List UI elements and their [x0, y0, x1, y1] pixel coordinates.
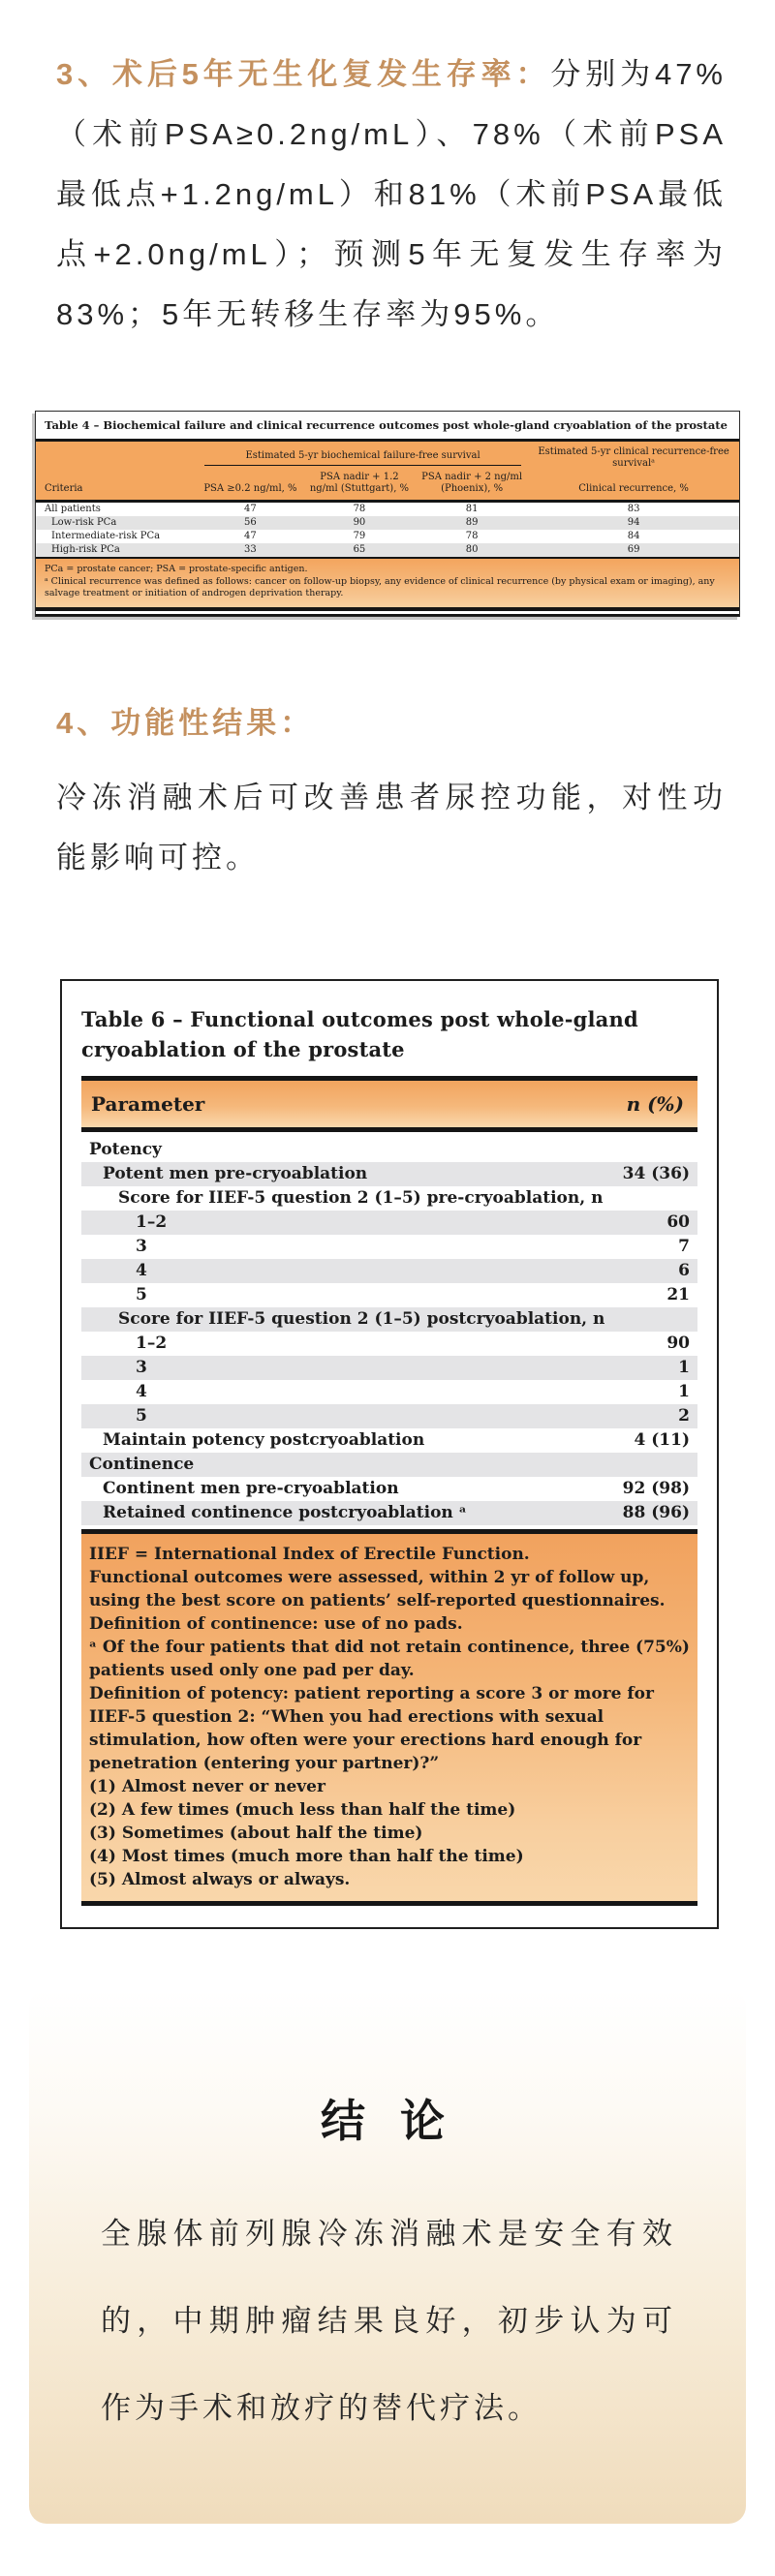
table6-footnote: (1) Almost never or never: [89, 1776, 326, 1796]
table-row: Potent men pre-cryoablation 34 (36): [81, 1162, 698, 1186]
table6-col-n-pct: n (%): [626, 1091, 684, 1116]
section4-heading: 4、功能性结果：: [56, 705, 315, 740]
conclusion-panel: [29, 1989, 746, 2524]
table6-header-band: [81, 1081, 698, 1127]
table6-footnote: (2) A few times (much less than half the time): [89, 1799, 516, 1820]
table4-col-criteria: Criteria: [36, 471, 198, 502]
table6-body: [81, 1132, 698, 1529]
table6-footnotes: [81, 1534, 698, 1901]
table6-footnote: Functional outcomes were assessed, within 2 yr of follow up, using the best score on patients’ self-reported questionnaires.: [89, 1567, 666, 1610]
table-row: Continence: [81, 1453, 698, 1477]
section3-paragraph: [56, 45, 727, 345]
table4-col-psa02: PSA ≥0.2 ng/ml, %: [198, 471, 303, 502]
conclusion-body-text: 全腺体前列腺冷冻消融术是安全有效的，中期肿瘤结果良好，初步认为可作为手术和放疗的替代疗法。: [101, 2216, 676, 2425]
article-page: [0, 45, 775, 2524]
conclusion-title: 结 论: [320, 2094, 454, 2147]
table-row: High-risk PCa 33 65 80 69: [36, 543, 739, 557]
table4-group-header-right: Estimated 5-yr clinical recurrence-free survivalᵃ: [528, 442, 739, 471]
table-row: Low-risk PCa 56 90 89 94: [36, 516, 739, 530]
table6-col-parameter: Parameter: [91, 1091, 205, 1116]
table4-column-header-row: [36, 471, 739, 502]
table6-figure: [60, 979, 719, 1929]
table6-bottom-rule: [81, 1901, 698, 1906]
table-row: 4 1: [136, 1381, 690, 1401]
table4-figure: [35, 411, 740, 617]
table4-col-clinical: Clinical recurrence, %: [528, 471, 739, 502]
table-row: Continent men pre-cryoablation 92 (98): [103, 1478, 690, 1498]
table4-footnotes: [36, 557, 739, 607]
table-row: 4 6: [81, 1259, 698, 1283]
table6-footnote: (3) Sometimes (about half the time): [89, 1823, 423, 1843]
table6-footnote: (4) Most times (much more than half the time): [89, 1846, 524, 1866]
table4-col-phoenix: PSA nadir + 2 ng/ml (Phoenix), %: [416, 471, 528, 502]
table4-group-header-row: [36, 442, 739, 471]
section3-body-text: 分别为47%（术前PSA≥0.2ng/mL）、78%（术前PSA最低点+1.2ng/mL）和81%（术前PSA最低点+2.0ng/mL）；预测5年无复发生存率为83%；5年无转移生存率为95%。: [56, 57, 727, 331]
table-row: 1–2 60: [81, 1211, 698, 1235]
table4-bottom-rule-thin: [36, 614, 739, 616]
table-row: Retained continence postcryoablation ᵃ 88 (96): [81, 1501, 698, 1525]
table6-footnote: IIEF = International Index of Erectile Function.: [89, 1544, 530, 1564]
table4-group-header-left: Estimated 5-yr biochemical failure-free survival: [204, 450, 521, 466]
table-row: 3 7: [136, 1236, 690, 1256]
table4: [36, 442, 739, 557]
table4-col-stuttgart: PSA nadir + 1.2 ng/ml (Stuttgart), %: [303, 471, 416, 502]
table6-footnote: ᵃ Of the four patients that did not retain continence, three (75%) patients used only one pad per day.: [89, 1637, 690, 1680]
table-row: All patients 47 78 81 83: [45, 504, 640, 514]
table-row: Intermediate-risk PCa 47 79 78 84: [51, 531, 640, 541]
section4-paragraph: 冷冻消融术后可改善患者尿控功能，对性功能影响可控。: [56, 780, 727, 874]
table-row: 5 21: [136, 1284, 690, 1304]
table-row: 5 2: [81, 1404, 698, 1428]
table6-footnote: Definition of continence: use of no pads.: [89, 1613, 463, 1634]
table6-title: Table 6 – Functional outcomes post whole-gland cryoablation of the prostate: [81, 1006, 638, 1061]
table4-footnote-a: ᵃ Clinical recurrence was defined as follows: cancer on follow-up biopsy, any evidence of clinical recurrence (by physical exam or imaging), any salvage treatment or initiation of androgen deprivation therapy.: [45, 575, 715, 598]
table4-title: Table 4 – Biochemical failure and clinical recurrence outcomes post whole-gland cryoablation of the prostate: [36, 412, 739, 439]
section3-heading: 3、术后5年无生化复发生存率：: [56, 57, 551, 91]
table6-footnote: (5) Almost always or always.: [89, 1869, 351, 1889]
table-row: Score for IIEF-5 question 2 (1–5) pre-cryoablation, n: [118, 1187, 604, 1208]
table-row: Score for IIEF-5 question 2 (1–5) postcryoablation, n: [81, 1307, 698, 1332]
table-row: 3 1: [81, 1356, 698, 1380]
table6-footnote: Definition of potency: patient reporting a score 3 or more for IIEF-5 question 2: “When you had erections with sexual stimulation, how often were your erections hard enough for penetration (entering your partner)?”: [89, 1683, 654, 1773]
table4-footnote-abbrev: PCa = prostate cancer; PSA = prostate-specific antigen.: [45, 564, 308, 574]
table-row: 1–2 90: [136, 1333, 690, 1353]
table-row: Potency: [89, 1139, 162, 1159]
table-row: Maintain potency postcryoablation 4 (11): [103, 1429, 690, 1450]
